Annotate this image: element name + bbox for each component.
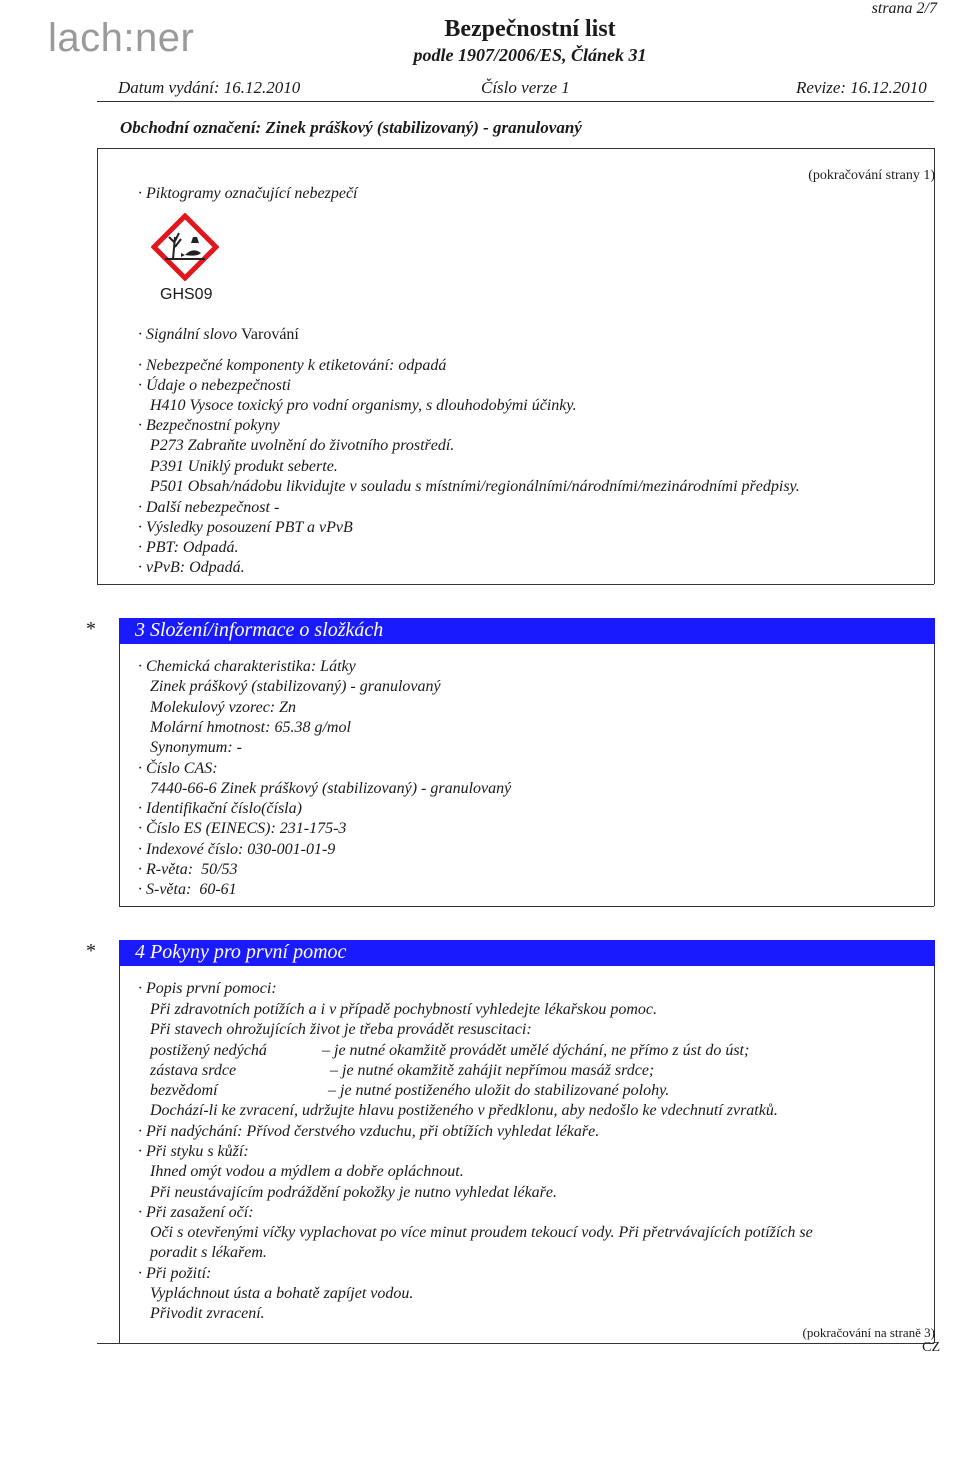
ghs09-environment-icon <box>151 213 219 281</box>
molecular-formula: Molekulový vzorec: Zn <box>150 699 297 716</box>
section3-bottom-rule <box>119 906 934 907</box>
eye-contact-line-1: Oči s otevřenými víčky vyplachovat po více minut proudem tekoucí vody. Při přetrvávajících potížích se <box>150 1224 813 1241</box>
cas-value: 7440-66-6 Zinek práškový (stabilizovaný) - granulovaný <box>150 780 512 797</box>
pictograms-label: · Piktogramy označující nebezpečí <box>138 185 358 202</box>
section2-right-border <box>934 148 935 584</box>
trade-name-rule <box>97 148 934 149</box>
resus-row-3-right: – je nutné postiženého uložit do stabilizované polohy. <box>328 1082 670 1099</box>
version-number: Číslo verze 1 <box>481 78 570 97</box>
chem-char-label: · Chemická charakteristika: Látky <box>138 658 356 675</box>
components-label: · Nebezpečné komponenty k etiketování: odpadá <box>138 357 447 374</box>
substance-name: Zinek práškový (stabilizovaný) - granulovaný <box>150 678 441 695</box>
vpvb-line: · vPvB: Odpadá. <box>138 559 245 576</box>
h410-statement: H410 Vysoce toxický pro vodní organismy, s dlouhodobými účinky. <box>150 397 577 414</box>
section2-bottom-rule <box>97 584 934 585</box>
skin-contact-line-2: Při neustávajícím podráždění pokožky je nutno vyhledat lékaře. <box>150 1184 558 1201</box>
language-code: CZ <box>922 1340 940 1355</box>
issue-date: Datum vydání: 16.12.2010 <box>118 78 301 97</box>
document-subtitle: podle 1907/2006/ES, Článek 31 <box>413 45 647 65</box>
eye-contact-line-2: poradit s lékařem. <box>150 1244 267 1261</box>
eye-contact-label: · Při zasažení očí: <box>138 1204 254 1221</box>
section3-header: 3 Složení/informace o složkách <box>119 618 935 644</box>
company-logo: lach:ner <box>48 16 195 60</box>
signal-word: · Signální slovo Varování <box>138 326 299 343</box>
trade-name: Obchodní označení: Zinek práškový (stabilizovaný) - granulovaný <box>120 118 582 137</box>
first-aid-line-2: Při stavech ohrožujících život je třeba provádět resuscitaci: <box>150 1021 532 1038</box>
resus-row-2-left: zástava srdce <box>150 1062 237 1079</box>
resus-row-3-left: bezvědomí <box>150 1082 218 1099</box>
first-aid-line-1: Při zdravotních potížích a i v případě pochybností vyhledejte lékařskou pomoc. <box>150 1001 657 1018</box>
hazard-label: · Údaje o nebezpečnosti <box>138 377 291 394</box>
ingestion-line-2: Přivodit zvracení. <box>150 1305 265 1322</box>
section4-left-border <box>119 966 120 1343</box>
section3-right-border <box>934 644 935 906</box>
r-phrase: · R-věta: 50/53 <box>138 861 238 878</box>
inhalation: · Při nadýchání: Přívod čerstvého vzduchu, při obtížích vyhledat lékaře. <box>138 1123 600 1140</box>
ingestion-line-1: Vypláchnout ústa a bohatě zapíjet vodou. <box>150 1285 414 1302</box>
resus-row-1-left: postižený nedýchá <box>150 1042 267 1059</box>
es-number: · Číslo ES (EINECS): 231-175-3 <box>138 820 347 837</box>
page-number: strana 2/7 <box>871 0 937 17</box>
resus-row-2-right: – je nutné okamžitě zahájit nepřímou masáž srdce; <box>330 1062 655 1079</box>
section3-changed-marker: * <box>86 618 96 640</box>
footer-rule <box>97 1343 934 1344</box>
section4-header: 4 Pokyny pro první pomoc <box>119 940 935 966</box>
pbt-results: · Výsledky posouzení PBT a vPvB <box>138 519 353 536</box>
first-aid-desc-label: · Popis první pomoci: <box>138 980 277 997</box>
p501-statement: P501 Obsah/nádobu likvidujte v souladu s místními/regionálními/národními/mezinárodními předpisy. <box>150 478 800 495</box>
p391-statement: P391 Uniklý produkt seberte. <box>150 458 338 475</box>
ghs-label: GHS09 <box>160 286 213 303</box>
skin-contact-label: · Při styku s kůží: <box>138 1143 249 1160</box>
ingestion-label: · Při požití: <box>138 1265 212 1282</box>
resus-row-1-right: – je nutné okamžitě provádět umělé dýchání, ne přímo z úst do úst; <box>322 1042 750 1059</box>
document-title: Bezpečnostní list <box>444 16 616 42</box>
first-aid-line-3: Dochází-li ke zvracení, udržujte hlavu postiženého v předklonu, aby nedošlo ke vdechnutí zvratků. <box>150 1102 778 1119</box>
s-phrase: · S-věta: 60-61 <box>138 881 237 898</box>
section2-left-border <box>97 148 98 584</box>
revision-date: Revize: 16.12.2010 <box>796 78 927 97</box>
header-rule <box>97 101 934 102</box>
section4-right-border <box>934 966 935 1343</box>
continued-from: (pokračování strany 1) <box>808 168 935 183</box>
molar-mass: Molární hmotnost: 65.38 g/mol <box>150 719 351 736</box>
index-number: · Indexové číslo: 030-001-01-9 <box>138 841 336 858</box>
precaution-label: · Bezpečnostní pokyny <box>138 417 280 434</box>
section3-left-border <box>119 644 120 906</box>
skin-contact-line-1: Ihned omýt vodou a mýdlem a dobře opláchnout. <box>150 1163 464 1180</box>
identification-label: · Identifikační číslo(čísla) <box>138 800 302 817</box>
p273-statement: P273 Zabraňte uvolnění do životního prostředí. <box>150 437 455 454</box>
synonym: Synonymum: - <box>150 739 242 756</box>
other-hazard: · Další nebezpečnost - <box>138 499 280 516</box>
continued-to: (pokračování na straně 3) <box>802 1325 935 1340</box>
section4-changed-marker: * <box>86 940 96 962</box>
pbt-line: · PBT: Odpadá. <box>138 539 239 556</box>
cas-label: · Číslo CAS: <box>138 760 218 777</box>
